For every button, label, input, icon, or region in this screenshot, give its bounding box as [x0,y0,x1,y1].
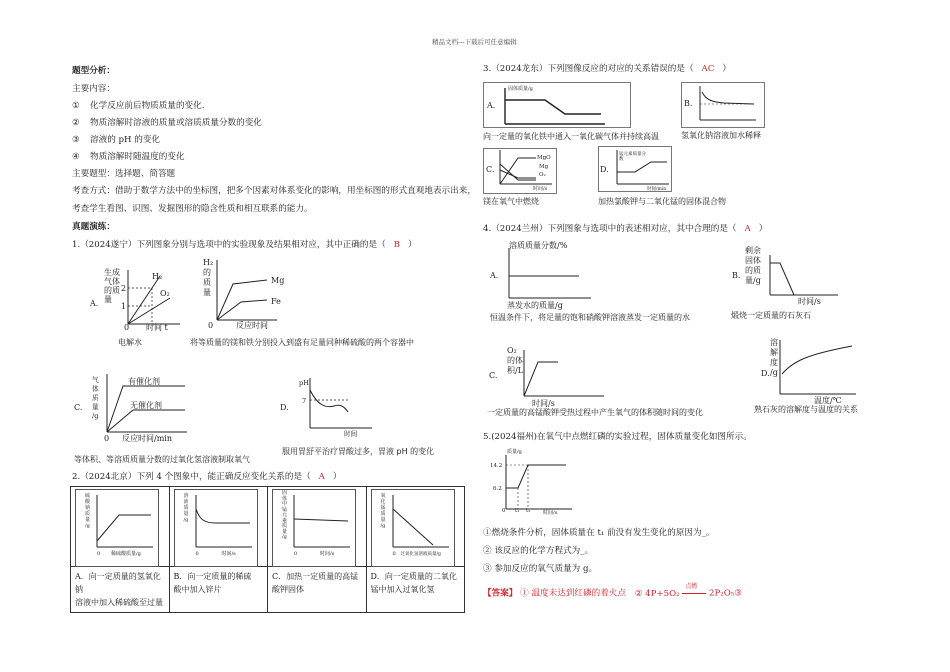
q1-c-ylabel [92,376,99,421]
q4-a-caption: 恒温条件下，将足量的饱和硝酸钾溶液蒸发一定质量的水 [490,313,690,322]
q1-c-xlabel: 反应时间/min [122,434,172,443]
q1-a-tick1: 1 [121,302,127,311]
q2-answer: A [318,472,325,482]
q1-c-top: 有催化剂 [128,377,160,386]
axis-label-x: 过氧化氢溶液质量/g [400,552,441,557]
axis-origin: 0 [294,551,298,557]
axis-char: 体 [282,495,288,502]
q3-b-caption: 氢氧化钠溶液加水稀释 [681,131,761,140]
exam-method-line1: 考查方式：借助于数学方法中的坐标图，把多个因素对体系变化的影响，用坐标图的形式直观地表示出来， [72,186,476,196]
axis-char: 固 [282,490,288,496]
axis-char: 量 [380,517,386,523]
axis-origin: 0 [195,551,199,557]
axis-label: 的 [203,268,211,277]
q5-stem: 5.(2024福州)在氧气中点燃红磷的实验过程，固体质量变化如图所示。 [483,432,752,442]
axis-char: 质 [282,523,288,529]
list-item-num: ① [72,101,80,111]
q1-b-mg: Mg [271,276,285,285]
reaction-arrow [682,583,706,598]
q3-a-ylabel: 固体质量/g [508,86,533,92]
q2-stem-text: 2.（2024北京）下列 4 个图象中，能正确反应变化关系的是（ [72,472,311,482]
q4-graph-b [770,255,845,300]
q5-xlabel: 时间/s [543,510,558,516]
option-line: B．向一定质量的稀硫 [173,572,252,581]
q5-t1: t₁ [515,508,520,514]
axis-char: 量 [183,511,189,517]
q1-a-origin: 0 [124,323,130,332]
list-item: 物质溶解时溶液的质量或溶质质量分数的变化 [90,118,262,128]
q3-stem [483,64,731,75]
q3-d-caption: 加热氯酸钾与二氧化锰的固体混合物 [598,197,726,206]
axis-char: 锰 [282,506,288,513]
q4-b-ylabel [745,246,761,286]
q1-d-7: 7 [302,397,307,405]
axis-origin: 0 [97,551,101,557]
axis-label: 解 [770,348,778,357]
axis-label-y [381,493,386,529]
q5-t2: t₂ [526,508,531,514]
option-line: D．向一定质量的二氧化 [370,572,457,581]
q4-c-xlabel: 时间/s [532,399,555,408]
analysis-title: 题型分析： [72,66,115,76]
option-line: 酸钾固体 [272,585,304,594]
axis-char: /g [282,534,287,540]
q3-graph-b [700,86,760,126]
q3-b-label: B. [684,99,693,108]
q3-a-caption: 向一定量的氧化铁中通入一氧化碳气体并持续高温 [483,132,659,141]
q4-b-xlabel: 时间/s [798,297,821,306]
axis-label: 量 [92,403,99,411]
axis-label-x: 时间/s [221,551,236,557]
q1-c-caption: 等体积、等溶质质量分数的过氧化氢溶液制取氧气 [74,455,250,464]
q4-c-label: C. [489,371,498,380]
q5-sub2: ② 该反应的化学方程式为_。 [483,546,594,556]
axis-label: O₂ [507,346,517,355]
axis-label: 的质 [104,286,120,295]
axis-label-y [85,493,90,529]
q2-graph-c [268,487,367,567]
axis-char: 质 [183,505,189,511]
axis-label: 度 [770,358,778,367]
q1-a-o2: O₂ [160,289,170,298]
answer-part2: ② 4P+5O₂ [634,588,680,599]
axis-label: 量 [203,288,211,297]
q1-d-xlabel: 时间 [344,430,358,438]
axis-label: 气 [92,376,99,384]
axis-label: 量/g [745,276,761,285]
q2-graph-d [366,487,465,567]
q1-answer: B [393,240,400,250]
q5-sub1: ①燃烧条件分析，固体质量在 t₁ 前没有发生变化的原因为_。 [483,528,715,538]
q5-tick-142: 14.2 [490,463,503,469]
q2-option-b [169,567,268,613]
axis-label: 生成 [104,268,120,277]
q4-d-ylabel [770,338,778,378]
q4-b-label: B. [732,271,741,280]
axis-origin: 0 [392,551,396,557]
axis-char: 质 [85,511,91,517]
axis-char: 氧 [380,493,386,499]
axis-label: 质 [92,394,99,402]
q3-c-label: C. [486,165,495,174]
reaction-condition: 点燃 [685,583,698,590]
q2-option-c [268,567,367,613]
q2-stem [72,472,342,483]
axis-char: 元 [282,512,288,518]
axis-label-y [282,491,287,541]
q4-c-caption: 一定质量的高锰酸钾受热过程中产生氧气的体积随时间的变化 [487,408,703,417]
main-types: 主要题型：选择题、简答题 [72,169,176,179]
answer-part3: 2P₂O₅③ [709,588,742,599]
q5-sub3: ③ 参加反应的氧气质量为 g。 [483,564,598,574]
q4-graph-d [780,340,860,398]
axis-char: 液 [183,499,189,505]
axis-char: /g [85,523,90,529]
answer-label: 【答案】 [483,588,518,599]
list-item: 溶液的 pH 的变化 [90,135,161,145]
q1-b-xlabel: 反应时间 [236,321,268,330]
axis-char: 硫 [85,493,91,499]
axis-label: 质 [203,278,211,287]
q1-a-tick2: 2 [121,284,127,293]
list-item: 物质溶解时随温度的变化 [90,152,185,162]
answer-part1: ① 温度未达到红磷的着火点 [520,588,626,599]
q3-c-caption: 镁在氧气中燃烧 [483,197,539,206]
q1-b-ylabel [203,258,213,298]
q3-c-mgo: MgO [537,155,551,161]
axis-label: 溶 [770,338,778,347]
q5-ylabel: 质量/g [507,449,522,455]
q1-b-origin: 0 [208,321,214,330]
q1-c-origin: 0 [104,434,110,443]
axis-label-y [184,493,189,523]
q3-d-ylabel: 锰元素质量分数 [619,152,646,162]
q2-graph-a [71,487,170,567]
axis-char: /g [380,523,386,529]
q3-c-o2: O₂ [539,172,546,178]
q3-d-xlabel: 时间/min [647,187,667,192]
q1-d-ph: pH [299,379,309,387]
practice-title: 真题演练： [72,222,115,232]
axis-char: /g [183,517,189,523]
q1-d-caption: 服用胃舒平治疗胃酸过多，胃液 pH 的变化 [282,447,435,456]
option-line: 溶液中加入稀硫酸至过量 [75,598,163,607]
q1-a-xlabel: 时间 t [146,323,168,332]
axis-label: 量 [104,295,112,304]
axis-char: 中 [282,501,288,507]
q2-option-a [71,567,170,613]
q3-a-label: A. [487,101,496,110]
q1-graph-d [300,376,380,434]
q4-a-ylabel: 溶质质量分数/% [509,241,568,250]
axis-label: 体 [92,385,99,393]
q5-answer [483,583,742,600]
q3-close: ） [722,64,731,74]
axis-label-x: 稀硫酸质量/g [111,551,141,557]
axis-char: 质 [380,511,386,517]
option-line: 锰中加入过氧化氢 [370,585,435,594]
q4-b-caption: 煅烧一定质量的石灰石 [731,311,811,320]
axis-char: 量 [85,517,91,523]
q4-a-xlabel: 蒸发水的质量/g [507,301,563,310]
option-line: C．加热一定质量的高锰 [272,572,359,581]
q4-answer: A [744,224,751,234]
axis-label: 积/L [507,366,524,375]
q4-graph-c [524,350,609,400]
axis-char: 钠 [85,505,91,511]
option-line: 酸中加入锌片 [173,585,222,594]
axis-char: 锰 [380,505,386,511]
axis-char: 化 [380,499,386,505]
axis-label: 的体 [507,356,523,365]
axis-label-x: 时间/s [320,551,335,557]
q3-d-label: D. [600,165,609,174]
q1-c-label: C. [74,403,83,412]
q2-close: ） [332,472,342,482]
q1-b-fe: Fe [271,297,281,306]
axis-label: H₂ [203,258,214,267]
list-item-num: ③ [72,135,80,145]
q4-d-label: D. [761,369,770,378]
q4-close: ） [758,224,768,234]
q4-a-label: A. [490,271,499,280]
q2-table [70,486,465,613]
reaction-line [682,593,706,594]
q1-d-label: D. [280,403,289,412]
q3-stem-text: 3.（2024龙东）下列图像反应的对应的关系错误的是（ [483,64,694,74]
q1-c-bot: 无催化剂 [130,401,162,410]
q4-graph-a [509,248,599,303]
page-header: 精品文档---下载后可任意编辑 [432,38,517,46]
axis-label: 固体 [745,256,761,265]
q4-d-caption: 熟石灰的溶解度与温度的关系 [754,405,858,414]
list-item-num: ④ [72,152,80,162]
q4-c-ylabel [507,346,523,376]
axis-label: /g [770,368,778,377]
list-item: 化学反应前后物质质量的变化. [90,101,205,111]
q2-graph-b [169,487,268,567]
q1-graph-b [205,258,285,328]
q3-c-mg: Mg [539,164,549,170]
axis-label: 剩余 [745,246,761,255]
q1-stem-text: 1.（2024遂宁）下列图象分别与选项中的实验现象及结果相对应，其中正确的是（ [72,240,386,250]
axis-char: 酸 [85,499,91,505]
q2-option-d [366,567,465,613]
q4-stem [483,224,767,235]
exam-method-line2: 考查学生看图、识图、发掘图形的隐含性质和相互联系的能力。 [72,204,313,214]
q4-stem-text: 4.（2024兰州）下列图象与选项中的表述相对应，其中合理的是（ [483,224,737,234]
main-content-label: 主要内容： [72,84,115,94]
list-item-num: ② [72,118,80,128]
q1-a-label: A. [90,299,99,308]
q3-c-xlabel: 时间/s [533,186,548,192]
axis-char: 量 [282,528,288,535]
q1-a-caption: 电解水 [118,338,142,347]
q5-origin: 0 [502,508,506,514]
axis-char: 溶 [183,493,189,499]
q1-b-caption: 将等质量的镁和铁分别投入到盛有足量同种稀硫酸的两个容器中 [190,338,414,347]
axis-label: 的质 [745,266,761,275]
q3-answer: AC [701,64,715,74]
q1-a-h2: H₂ [152,272,163,281]
axis-label: 气体 [104,277,120,286]
axis-char: 素 [282,517,288,524]
q1-close: ） [408,240,417,250]
q1-stem [72,240,417,251]
axis-label: /g [92,412,99,420]
option-line: A．向一定质量的氢氧化钠 [75,572,161,594]
q5-tick-62: 6.2 [493,486,502,492]
q4-d-xlabel: 温度/℃ [814,396,842,405]
